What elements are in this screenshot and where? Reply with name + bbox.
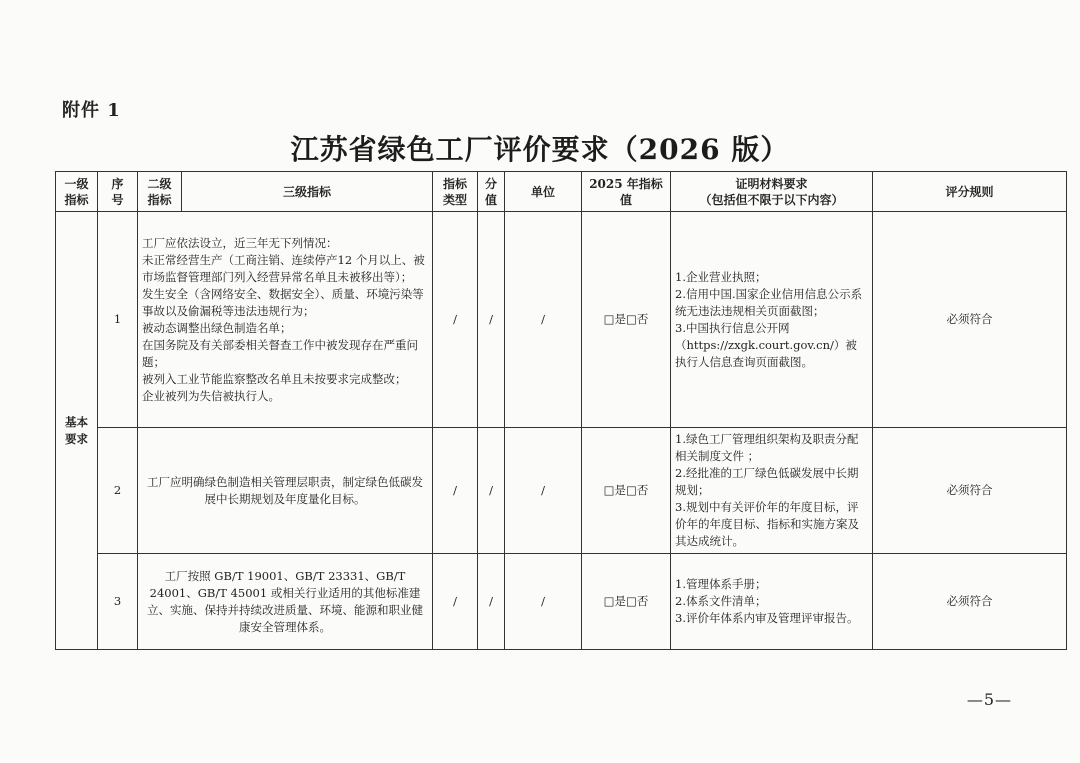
header-level3: 三级指标 bbox=[182, 172, 433, 212]
row-type: / bbox=[433, 428, 478, 554]
row-evidence: 1.管理体系手册； 2.体系文件清单； 3.评价年体系内审及管理评审报告。 bbox=[671, 554, 873, 650]
group-label: 基本 要求 bbox=[56, 212, 98, 650]
header-value2025: 2025 年指标值 bbox=[582, 172, 671, 212]
header-unit: 单位 bbox=[505, 172, 582, 212]
row-rule: 必须符合 bbox=[873, 554, 1067, 650]
row-score: / bbox=[478, 554, 505, 650]
table-row bbox=[56, 428, 1067, 554]
header-type: 指标 类型 bbox=[433, 172, 478, 212]
document-title: 江苏省绿色工厂评价要求（2026 版） bbox=[290, 133, 790, 166]
header-rule: 评分规则 bbox=[873, 172, 1067, 212]
row-type: / bbox=[433, 554, 478, 650]
row-seq: 2 bbox=[98, 428, 138, 554]
row-score: / bbox=[478, 428, 505, 554]
evaluation-table bbox=[55, 171, 1067, 650]
header-score: 分 值 bbox=[478, 172, 505, 212]
row-value-checkbox: □是□否 bbox=[582, 428, 671, 554]
header-level2: 二级 指标 bbox=[138, 172, 182, 212]
row-unit: / bbox=[505, 554, 582, 650]
row-seq: 1 bbox=[98, 212, 138, 428]
row-value-checkbox: □是□否 bbox=[582, 212, 671, 428]
row-unit: / bbox=[505, 212, 582, 428]
header-evidence: 证明材料要求 （包括但不限于以下内容） bbox=[671, 172, 873, 212]
row-rule: 必须符合 bbox=[873, 428, 1067, 554]
table-row bbox=[56, 554, 1067, 650]
row-unit: / bbox=[505, 428, 582, 554]
row-level3: 工厂应明确绿色制造相关管理层职责，制定绿色低碳发展中长期规划及年度量化目标。 bbox=[138, 428, 433, 554]
header-seq: 序 号 bbox=[98, 172, 138, 212]
table-header-row bbox=[56, 172, 1067, 212]
row-evidence: 1.绿色工厂管理组织架构及职责分配相关制度文件 ； 2.经批准的工厂绿色低碳发展中长期规划； 3.规划中有关评价年的年度目标，评价年的年度目标、指标和实施方案及其达成统计。 bbox=[671, 428, 873, 554]
row-value-checkbox: □是□否 bbox=[582, 554, 671, 650]
row-score: / bbox=[478, 212, 505, 428]
row-rule: 必须符合 bbox=[873, 212, 1067, 428]
page-number: —5— bbox=[966, 690, 1012, 709]
attachment-label: 附件 1 bbox=[62, 100, 121, 121]
table-row bbox=[56, 212, 1067, 428]
row-seq: 3 bbox=[98, 554, 138, 650]
header-level1: 一级 指标 bbox=[56, 172, 98, 212]
row-level3: 工厂按照 GB/T 19001、GB/T 23331、GB/T 24001、GB/T 45001 或相关行业适用的其他标准建立、实施、保持并持续改进质量、环境、能源和职业健康安全管理体系。 bbox=[138, 554, 433, 650]
row-type: / bbox=[433, 212, 478, 428]
row-level3: 工厂应依法设立，近三年无下列情况： 未正常经营生产（工商注销、连续停产12 个月以上、被市场监督管理部门列入经营异常名单且未被移出等）； 发生安全（含网络安全、数据安全）、质量、环境污染等事故以及偷漏税等违法违规行为； 被动态调整出绿色制造名单； 在国务院及有关部委相关督查工作中被发现存在严重问题； 被列入工业节能监察整改名单且未按要求完成整改； 企业被列为失信被执行人。 bbox=[138, 212, 433, 428]
row-evidence: 1.企业营业执照； 2.信用中国.国家企业信用信息公示系统无违法违规相关页面截图； 3.中国执行信息公开网（https://zxgk.court.gov.cn/）被执行人信息查询页面截图。 bbox=[671, 212, 873, 428]
